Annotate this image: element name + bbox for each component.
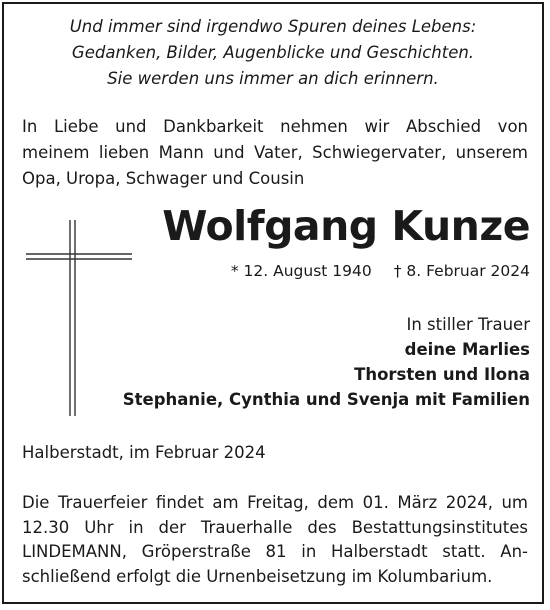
- mourners-intro: In stiller Trauer: [406, 315, 530, 334]
- poem-line: Sie werden uns immer an dich erinnern.: [107, 69, 439, 88]
- funeral-info: [22, 491, 528, 589]
- birth-date: * 12. August 1940: [230, 262, 372, 280]
- mourner-line: deine Marlies: [404, 340, 530, 359]
- intro-text: [22, 114, 528, 192]
- poem-line: Gedanken, Bilder, Augenblicke und Geschichten.: [71, 43, 475, 62]
- poem-line: Und immer sind irgendwo Spuren deines Lebens:: [69, 17, 477, 36]
- funeral-line: LINDEMANN, Gröperstraße 81 in Halberstadt statt. An-: [22, 542, 528, 561]
- place-date: Halberstadt, im Februar 2024: [22, 443, 266, 462]
- cross-icon: [24, 218, 134, 418]
- poem: [0, 14, 546, 92]
- funeral-line: Die Trauerfeier findet am Freitag, dem 01. März 2024, um: [22, 493, 528, 512]
- mourners: [123, 312, 530, 412]
- funeral-line: schließend erfolgt die Urnenbeisetzung im Kolumbarium.: [22, 566, 493, 586]
- intro-line: Opa, Uropa, Schwager und Cousin: [22, 169, 305, 188]
- life-dates: [231, 262, 530, 280]
- intro-line: meinem lieben Mann und Vater, Schwiegervater, unserem: [22, 143, 528, 162]
- funeral-line: 12.30 Uhr in der Trauerhalle des Bestattungsinstitutes: [22, 517, 528, 537]
- mourner-line: Stephanie, Cynthia und Svenja mit Familien: [122, 390, 530, 409]
- death-date: † 8. Februar 2024: [393, 262, 530, 280]
- intro-line: In Liebe und Dankbarkeit nehmen wir Abschied von: [22, 117, 528, 136]
- mourner-line: Thorsten und Ilona: [354, 365, 530, 384]
- deceased-name: Wolfgang Kunze: [162, 202, 530, 250]
